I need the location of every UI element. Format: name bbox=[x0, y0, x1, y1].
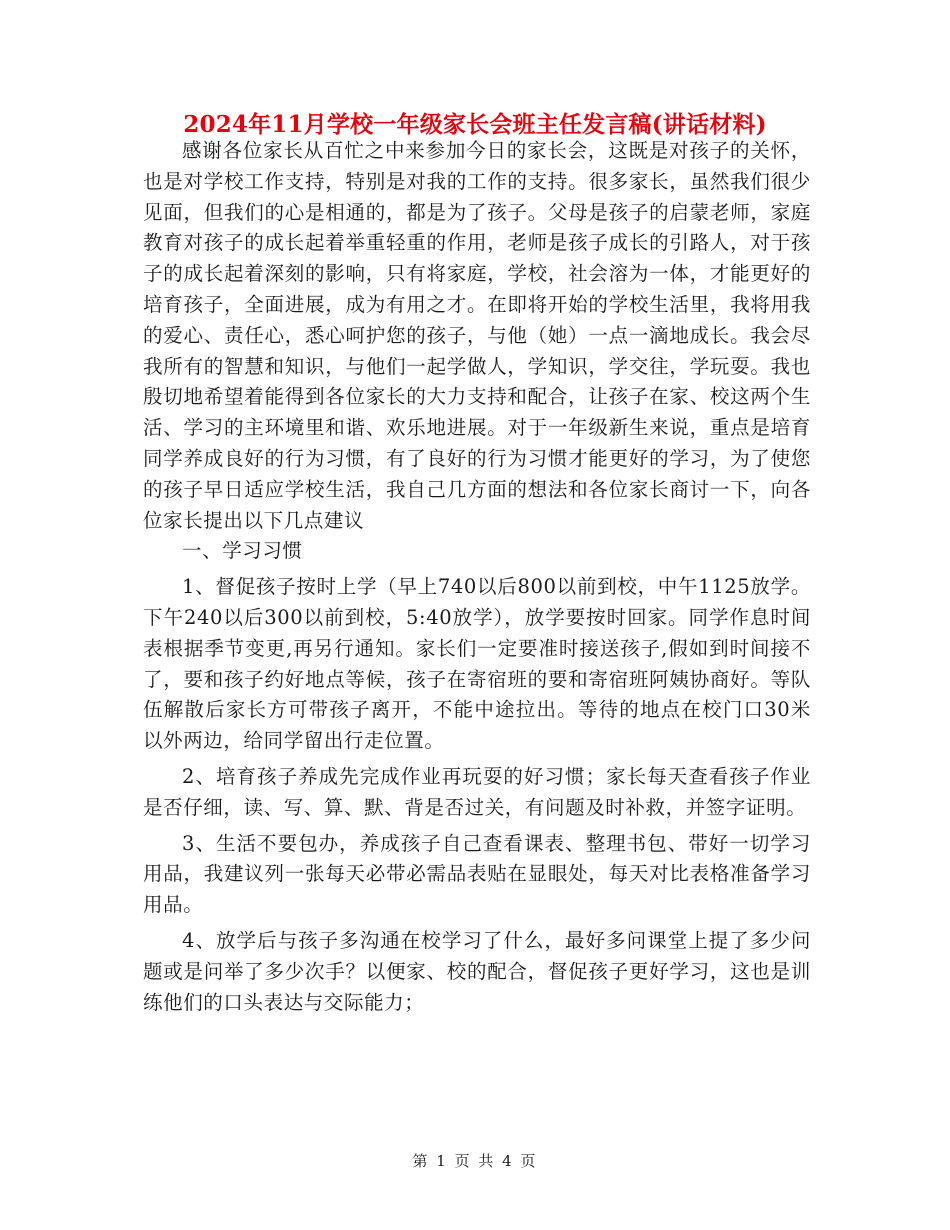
document-body bbox=[143, 136, 811, 1018]
section-heading: 一、学习习惯 bbox=[182, 539, 303, 563]
page-footer: 第 1 页 共 4 页 bbox=[412, 1152, 538, 1170]
paragraph-item-2: 2、培育孩子养成先完成作业再玩耍的好习惯；家长每天查看孩子作业是否仔细，读、写、算、默、背是否过关，有问题及时补救，并签字证明。 bbox=[143, 764, 811, 819]
paragraph-item-3: 3、生活不要包办，养成孩子自己查看课表、整理书包、带好一切学习用品，我建议列一张每天必带必需品表贴在显眼处，每天对比表格准备学习用品。 bbox=[143, 831, 811, 917]
document-title: 2024年11月学校一年级家长会班主任发言稿(讲话材料) bbox=[183, 111, 767, 138]
paragraph-intro: 感谢各位家长从百忙之中来参加今日的家长会，这既是对孩子的关怀，也是对学校工作支持，特别是对我的工作的支持。很多家长，虽然我们很少见面，但我们的心是相通的，都是为了孩子。父母是孩子的启蒙老师，家庭教育对孩子的成长起着举重轻重的作用，老师是孩子成长的引路人，对于孩子的成长起着深刻的影响，只有将家庭，学校，社会溶为一体，才能更好的培育孩子，全面进展，成为有用之才。在即将开始的学校生活里，我将用我的爱心、责任心，悉心呵护您的孩子，与他（她）一点一滴地成长。我会尽我所有的智慧和知识，与他们一起学做人，学知识，学交往，学玩耍。我也殷切地希望着能得到各位家长的大力支持和配合，让孩子在家、校这两个生活、学习的主环境里和谐、欢乐地进展。对于一年级新生来说，重点是培育同学养成良好的行为习惯，有了良好的行为习惯才能更好的学习，为了使您的孩子早日适应学校生活，我自己几方面的想法和各位家长商讨一下，向各位家长提出以下几点建议 bbox=[143, 139, 811, 532]
paragraph-item-4: 4、放学后与孩子多沟通在校学习了什么，最好多问课堂上提了多少问题或是问举了多少次手？以便家、校的配合，督促孩子更好学习，这也是训练他们的口头表达与交际能力； bbox=[143, 928, 811, 1014]
paragraph-item-1: 1、督促孩子按时上学（早上740以后800以前到校，中午1125放学。下午240以后300以前到校，5:40放学），放学要按时回家。同学作息时间表根据季节变更,再另行通知。家长们一定要准时接送孩子,假如到时间接不了，要和孩子约好地点等候，孩子在寄宿班的要和寄宿班阿姨协商好。等队伍解散后家长方可带孩子离开，不能中途拉出。等待的地点在校门口30米以外两边，给同学留出行走位置。 bbox=[143, 575, 811, 753]
